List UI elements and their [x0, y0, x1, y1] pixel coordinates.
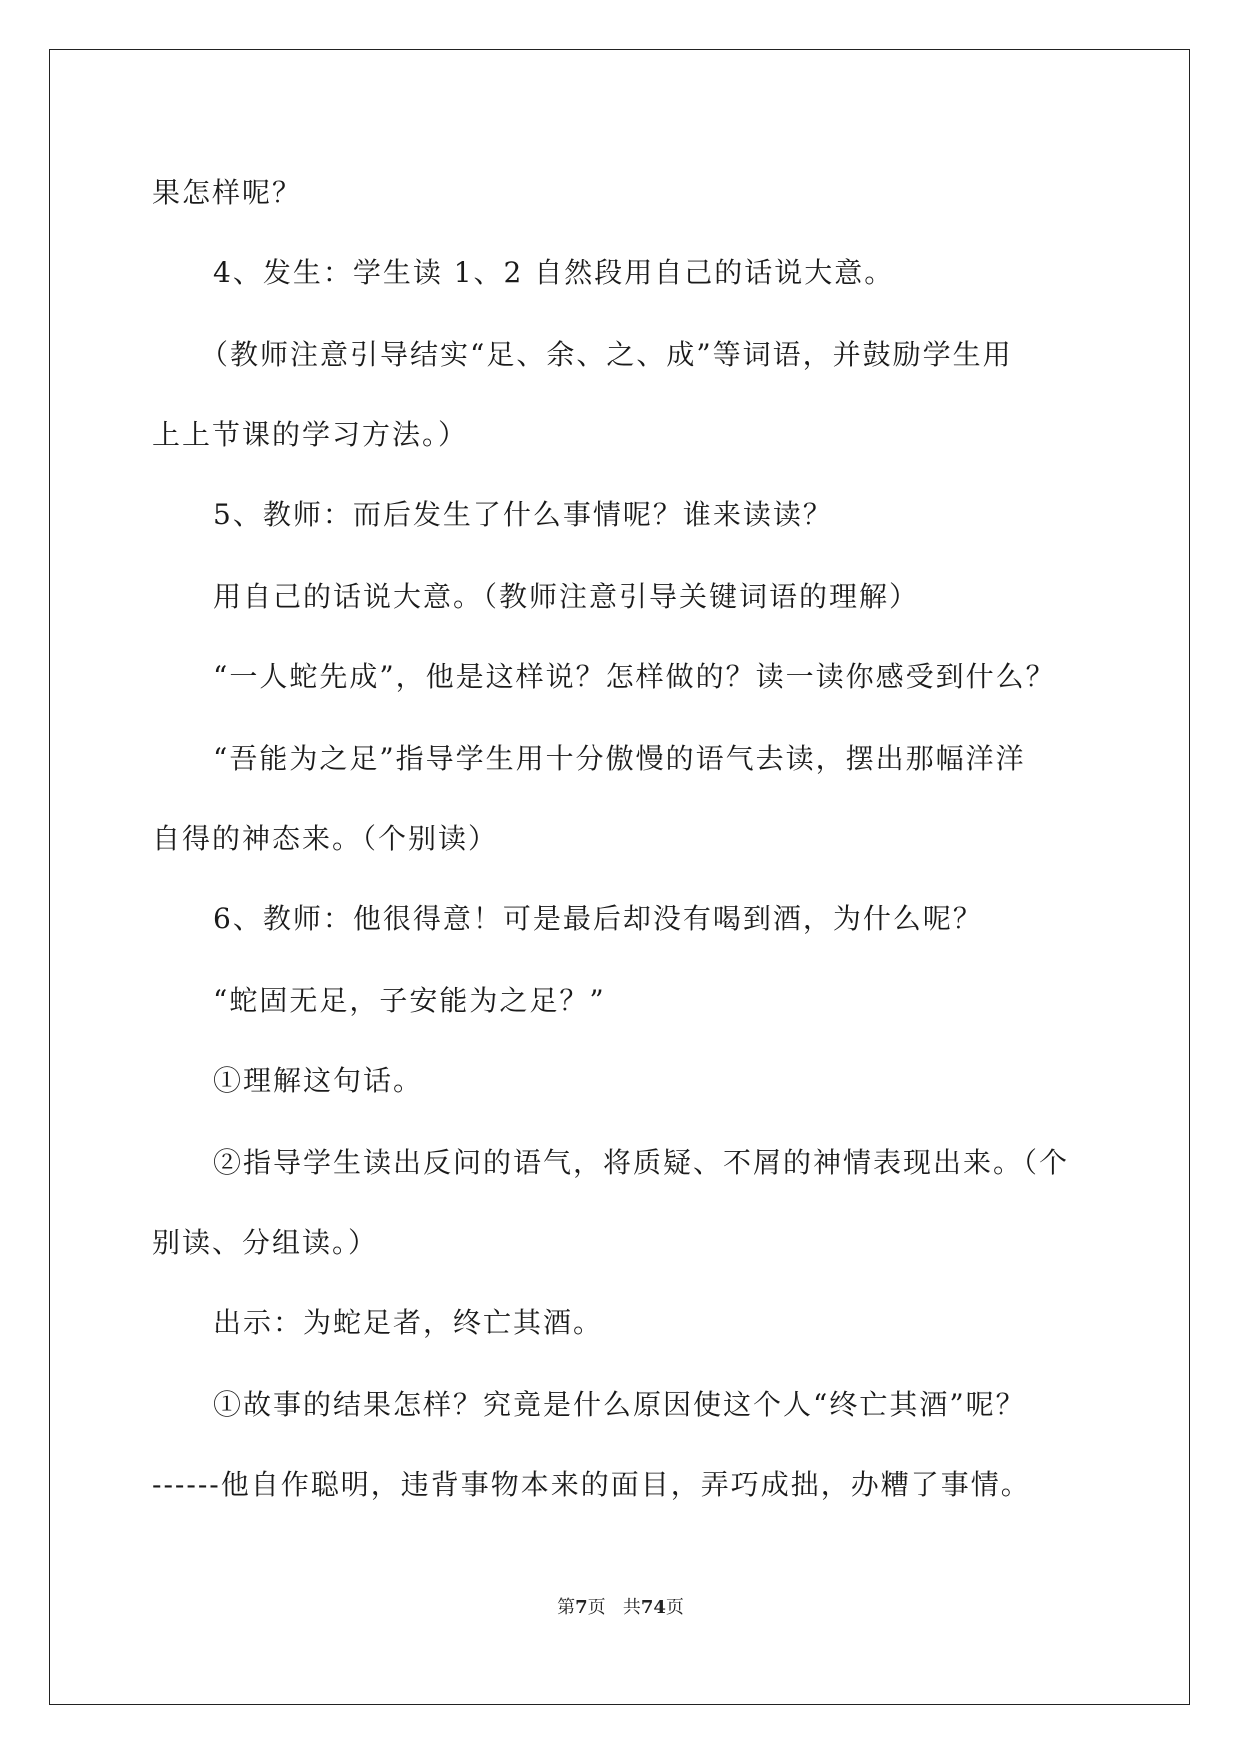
text-line: “一人蛇先成”，他是这样说？怎样做的？读一读你感受到什么？ [213, 660, 1056, 693]
page-footer [0, 1597, 1241, 1619]
text-line: 自得的神态来。（个别读） [152, 822, 499, 855]
total-pages: 74 [640, 1597, 666, 1618]
text-line: 4、发生：学生读 1、2 自然段用自己的话说大意。 [213, 256, 895, 289]
text-line: 上上节课的学习方法。） [152, 418, 469, 451]
text-line: 用自己的话说大意。（教师注意引导关键词语的理解） [213, 580, 920, 613]
footer-page-unit: 页 [587, 1597, 606, 1618]
footer-prefix: 第 [557, 1597, 576, 1618]
text-line: 5、教师：而后发生了什么事情呢？谁来读读？ [213, 498, 833, 531]
text-line: “蛇固无足，子安能为之足？” [213, 984, 606, 1017]
text-line: 出示：为蛇足者，终亡其酒。 [213, 1306, 604, 1339]
text-line: 别读、分组读。） [152, 1226, 379, 1259]
text-line: ①故事的结果怎样？究竟是什么原因使这个人“终亡其酒”呢？ [213, 1388, 1026, 1421]
text-line: ②指导学生读出反问的语气，将质疑、不屑的神情表现出来。（个 [213, 1146, 1070, 1179]
text-line: 果怎样呢？ [152, 176, 303, 209]
footer-total-unit: 页 [665, 1597, 684, 1618]
text-line: 6、教师：他很得意！可是最后却没有喝到酒，为什么呢？ [213, 902, 983, 935]
text-line: “吾能为之足”指导学生用十分傲慢的语气去读，摆出那幅洋洋 [213, 742, 1026, 775]
text-line: ①理解这句话。 [213, 1064, 424, 1097]
footer-total-prefix: 共 [622, 1597, 641, 1618]
page-border [49, 49, 1190, 1705]
page-number: 7 [575, 1597, 588, 1618]
text-line: ------他自作聪明，违背事物本来的面目，弄巧成拙，办糟了事情。 [152, 1468, 1031, 1501]
text-line: （教师注意引导结实“足、余、之、成”等词语，并鼓励学生用 [200, 338, 1013, 371]
